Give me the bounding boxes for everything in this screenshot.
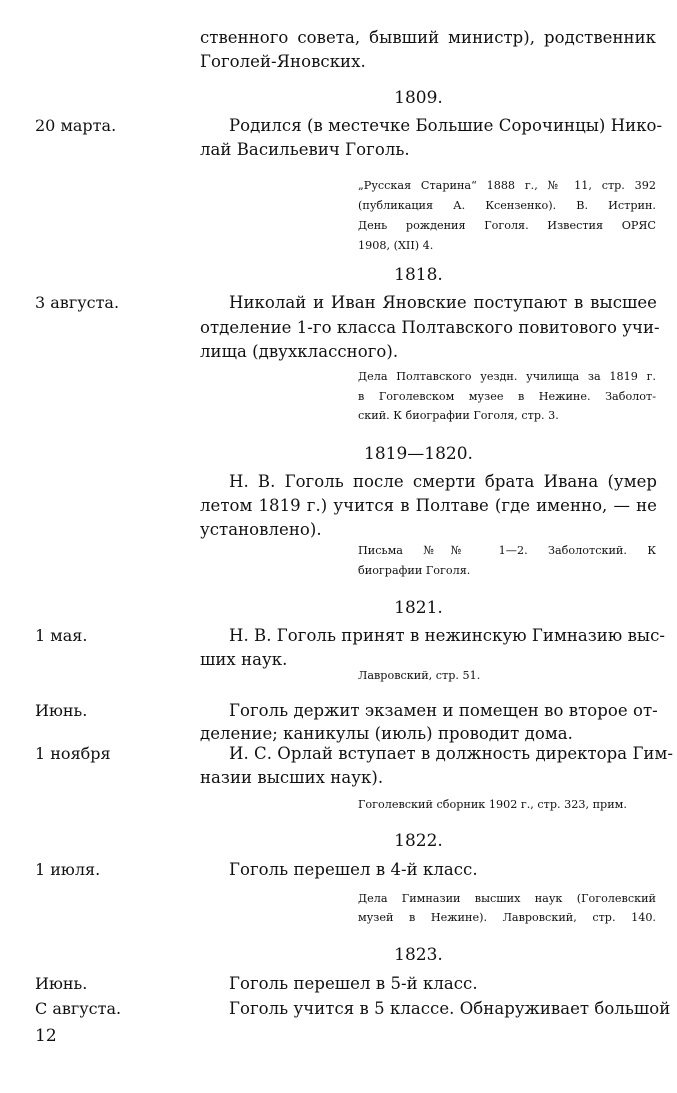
reference-line: Дела Полтавского уездн. училища за 1819 г.	[358, 370, 656, 383]
reference-line: Лавровский, стр. 51.	[358, 669, 481, 682]
reference-line: Дела Гимназии высших наук (Гоголевский	[358, 892, 656, 905]
year-heading: 1819—1820.	[364, 444, 473, 464]
year-heading: 1821.	[394, 598, 443, 618]
text-line: Гоголь держит экзамен и помещен во второе от-	[229, 701, 658, 720]
text-line: Гоголь учится в 5 классе. Обнаруживает большой	[229, 999, 671, 1018]
reference-line: ский. К биографии Гоголя, стр. 3.	[358, 409, 559, 422]
text-line: назии высших наук).	[200, 768, 384, 787]
text-line: лища (двухклассного).	[200, 342, 399, 361]
year-heading: 1822.	[394, 831, 443, 851]
text-line: ших наук.	[200, 650, 288, 669]
reference-line: „Русская Старина“ 1888 г., № 11, стр. 392	[358, 179, 656, 192]
text-line: Н. В. Гоголь принят в нежинскую Гимназию выс-	[229, 626, 666, 645]
reference-line: (публикация А. Ксензенко). В. Истрин.	[358, 199, 656, 212]
date-label: 20 марта.	[35, 116, 117, 135]
text-line: летом 1819 г.) учится в Полтаве (где именно, — не	[200, 496, 657, 515]
year-heading: 1823.	[394, 945, 443, 965]
text-line: Гоголь перешел в 4-й класс.	[229, 860, 478, 879]
text-line: Гоголей-Яновских.	[200, 52, 366, 71]
date-label: 3 августа.	[35, 293, 120, 312]
text-line: ственного совета, бывший министр), родственник	[200, 28, 656, 47]
reference-line: Письма №№ 1—2. Заболотский. К	[358, 544, 656, 557]
text-line: И. С. Орлай вступает в должность директора Гим-	[229, 744, 673, 763]
text-line: лай Васильевич Гоголь.	[200, 140, 410, 159]
year-heading: 1809.	[394, 88, 443, 108]
reference-line: 1908, (XII) 4.	[358, 239, 434, 252]
text-line: Николай и Иван Яновские поступают в высшее	[229, 293, 657, 312]
year-heading: 1818.	[394, 265, 443, 285]
reference-line: Гоголевский сборник 1902 г., стр. 323, прим.	[358, 798, 627, 811]
text-line: Родился (в местечке Большие Сорочинцы) Нико-	[229, 116, 663, 135]
text-line: установлено).	[200, 520, 322, 539]
page-number: 12	[35, 1026, 57, 1046]
date-label: Июнь.	[35, 974, 88, 993]
reference-line: День рождения Гоголя. Известия ОРЯС	[358, 219, 656, 232]
text-line: отделение 1-го класса Полтавского повитового учи-	[200, 318, 660, 337]
date-label: С августа.	[35, 999, 122, 1018]
text-line: Гоголь перешел в 5-й класс.	[229, 974, 478, 993]
reference-line: в Гоголевском музее в Нежине. Заболот-	[358, 390, 656, 403]
text-line: деление; каникулы (июль) проводит дома.	[200, 724, 573, 743]
reference-line: биографии Гоголя.	[358, 564, 471, 577]
date-label: 1 июля.	[35, 860, 101, 879]
text-line: Н. В. Гоголь после смерти брата Ивана (умер	[229, 472, 657, 491]
date-label: 1 мая.	[35, 626, 88, 645]
date-label: Июнь.	[35, 701, 88, 720]
date-label: 1 ноября	[35, 744, 111, 763]
reference-line: музей в Нежине). Лавровский, стр. 140.	[358, 911, 656, 924]
